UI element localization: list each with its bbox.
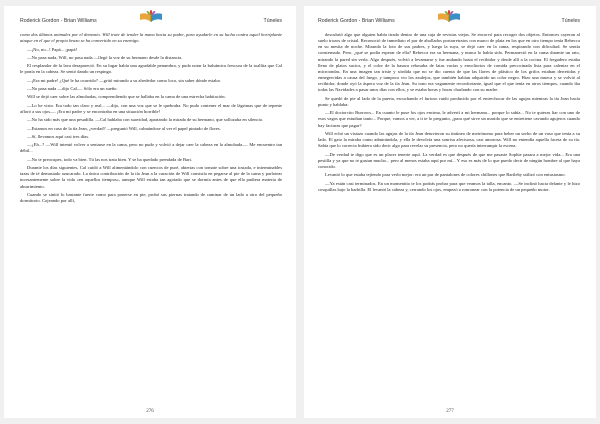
paragraph: Durante los días siguientes, Cal cuidó a Will alimentándolo con cuencos de puré, abiertas con tomate sobre una tostada, e interminables tazas de té demasiado azucarado. La única contribución de la tía Jean a la curación de Will consistía en pegarse al pie de la cama y parlotear incesantemente sobre la vida «en aquellos tiempos», aunque Will estaba tan agotado que se dormía antes de que ella pudiera materia de aburrimiento. xyxy=(20,165,282,189)
page-number-left: 276 xyxy=(146,409,154,414)
paragraph: —No te preocupes, todo va bien. Tú las nos trata bien. Y se ha quedado prendada de Bart. xyxy=(27,156,193,162)
paragraph: —Estamos en casa de la tía Jean, ¿verdad? —preguntó Will, calmándose al ver el papel pintado de flores. xyxy=(27,125,221,131)
paragraph: Levantó lo que estaba tejiendo para verlo mejor: era un par de pantalones de colores chillones que Bartleby utilizó con entusiasmo. xyxy=(325,172,566,178)
page-number-right: 277 xyxy=(446,409,454,414)
paragraph: —¡Era mi padre! ¿Qué le ha ocurrido? —gritó mirando a su alrededor como loco, sin saber dónde estaba. xyxy=(27,77,221,83)
left-page-body xyxy=(20,32,282,408)
paragraph: —No ha sido más que una pesadilla. —Cal hablaba con suavidad, apartando la mirada de su hermano, que sollozaba en silencio. xyxy=(27,117,264,123)
paragraph: como dos últimos animales por el demonio. Will trate de tender la mano hacia su padre, para ayudarle en su lucha contra aquel horriplante ataque en el que el propio brazo se ha convertido en su enemigo. xyxy=(20,32,282,44)
header-author: Roderick Gordon - Brian Williams xyxy=(20,18,97,24)
book-gutter xyxy=(298,6,302,418)
left-page xyxy=(4,6,296,418)
paragraph: —¡No, no...! Papá... ¡papá! xyxy=(27,46,78,52)
book-logo-icon xyxy=(138,10,164,24)
running-header-left xyxy=(20,14,282,26)
book-logo-icon xyxy=(436,10,462,24)
paragraph: —El doctorcito Burrows... En cuanto le puse los ojos encima, le advertí a mi hermana... porque lo sabía... No te quieras liar con uno de esos vagos que estudian tanto... Porque, vamos a ver, a ti te lo pregunto, ¿para qué sirve un marido que se entretiene cavando agujeros cuando hay facturas que pagar? xyxy=(318,110,580,128)
right-page-body xyxy=(318,32,580,408)
paragraph: —Sí, llevamos aquí casi tres días. xyxy=(27,133,90,139)
right-page xyxy=(304,6,596,418)
paragraph: —Lo he visto. Era todo tan claro y real... —dijo, con una voz que se le quebraba. No pudo contener el mar de lágrimas que de repente afloró a sus ojos—. ¡Era mi padre y se encontraba en una situación horrible! xyxy=(20,102,282,114)
paragraph: —No pasa nada, Will, no pasa nada —llegó la voz de su hermano desde la distancia. xyxy=(27,54,183,60)
paragraph: Cuando se sintió lo bastante fuerte como para ponerse en pie, probó sus piernas tratando de caminar de un lado a otro del pequeño dormitorio. Cojeando por allí, xyxy=(20,191,282,204)
header-title: Túneles xyxy=(561,18,580,24)
paragraph: —De verdad te digo que es un placer tenerte aquí. La verdad es que después de que me pasaste Sophie pasara a mejor vida... Era una pestilla y ya que no te gustan mucho... pero al menos estaba aquí por mí... Y eso es más de lo que puedo decir de ningún hombre al que haya conocido. xyxy=(318,151,580,169)
paragraph: —No pasa nada —dijo Cal—. Sólo era un sueño. xyxy=(27,86,118,92)
running-header-right xyxy=(318,14,580,26)
paragraph: Se quedó de pie al lado de la puerta, escuchando el furioso ruido producido por el entrechocar de las agujas mientras la tía Jean hacía punto y hablaba: xyxy=(318,95,580,107)
paragraph: Will se dejó caer sobre las almohadas, comprendiendo que se hallaba en la cama de una estrecha habitación. xyxy=(27,94,226,100)
paragraph: —Ya están casi terminados. En un momentito te los podrás probar para que veamos la talla, encanto. —Se inclinó hacia delante y le hizo cosquillas bajo la barbilla. El levantó la cabeza y, cerrando los ojos, empezó a ronronear con la potencia de un pequeño motor. xyxy=(318,180,580,192)
paragraph: Will echó un vistazo cuando las agujas de la tía Jean detuvieron su tintineo de metrónomo para beber un sorbo de un vaso que tenía a su lado. El gato la miraba como admirándola, y ella le devolvía una sonrisa afectuosa, casi amorosa. Will no entendía aquella faceta de su tía. Sabía que lo correcto hubiera sido decir algo para revelar su presencia, pero no quería interrumpir la escena. xyxy=(318,130,580,149)
paragraph: —¿Eh...? —Will intentó volver a sentarse en la cama, pero no pudo y volvió a dejar caer la cabeza en la almohada—. Me encuentro tan débil... xyxy=(20,142,282,154)
header-title: Túneles xyxy=(263,18,282,24)
paragraph: El resplandor de la lava desapareció. En su lugar había una agradable penumbra, y pudo notar la balsámica frescura de la toallita que Cal le ponía en la cabeza. Se sentó dando un respingo. xyxy=(20,63,282,75)
paragraph: descubrió algo que alguien había tirado dentro de una caja de revistas viejas. Se encorvó para recoger dos objetos. Entonces cayeron al suelo trozos de cristal. Reconoció de inmediato el par de abollados portarretratos con marco de plata en los que en otro tiempo tenía Rebecca en su mesita de noche. Mirando la foto de sus padres, y luego la suya, se dejó caer en la cama, respirando con dificultad. Se sentía consternado. Pero, ¿qué se podía esperar de ella? Rebecca era su hermana, y nunca lo había sido. Permaneció en la cama durante un rato, mirando la pared sin verla. Algo después, volvió a levantarse y fue andando hasta el recibidor y desde allí a la cocina. El fregadero estaba lleno de platos sucios, y el color de la basura rebosaba de latas vacías y envoltorios de comida precocinada lista para calentar en el microondas. En una imagen tan triste y sórdida que no se dio cuenta de que las llaves de plástico de los grifos estaban derretidas y ennegrecidas a causa del fuego, y tampoco vio los azulejos, que también habían adquirido un color negro. Hizo una mueca y se volvió al recibidor, donde oyó la áspera voz de la tía Jean. Su tono era vagamente reconfortante, igual que el que tenía en otros tiempos, cuando iba todas las Navidades a pasar unos días con ellos, y se estaba horas y horas charlando con su madre. xyxy=(318,32,580,93)
header-author: Roderick Gordon - Brian Williams xyxy=(318,18,395,24)
